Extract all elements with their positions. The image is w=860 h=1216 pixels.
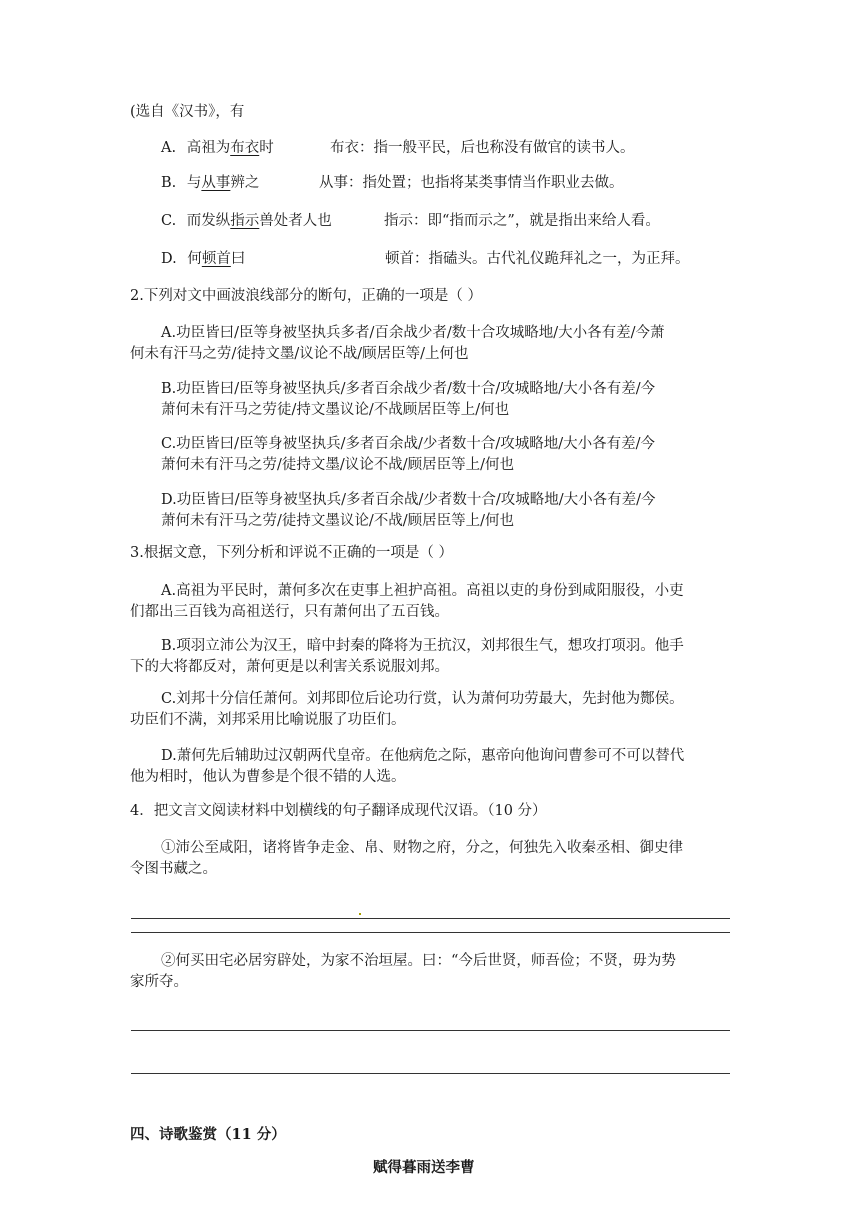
section-heading: 四、诗歌鉴赏（11 分） bbox=[130, 1126, 286, 1143]
option-pre: 高祖为 bbox=[186, 140, 231, 156]
q1-gloss-c: 指示：即“指而示之”，就是指出来给人看。 bbox=[384, 213, 660, 229]
q3-option-d-line2: 他为相时，他认为曹参是个很不错的人选。 bbox=[130, 769, 406, 785]
q2-option-c-line1: C.功臣皆曰/臣等身被坚执兵/多者百余战/少者数十合/攻城略地/大小各有差/今 bbox=[161, 436, 655, 452]
option-underlined-word: 顿首 bbox=[201, 251, 231, 267]
option-post: 时 bbox=[259, 140, 274, 156]
answer-line-2[interactable] bbox=[131, 932, 730, 933]
intro-text: (选自《汉书》，有 bbox=[130, 104, 245, 120]
q3-option-c-line1: C.刘邦十分信任萧何。刘邦即位后论功行赏，认为萧何功劳最大，先封他为酂侯。 bbox=[161, 691, 684, 707]
q2-option-b-line2: 萧何未有汗马之劳徒/持文墨议论/不战顾居臣等上/何也 bbox=[161, 402, 510, 418]
q4-sentence1-line1: ①沛公至咸阳，诸将皆争走金、帛、财物之府，分之，何独先入收秦丞相、御史律 bbox=[161, 840, 683, 856]
option-pre: 何 bbox=[187, 251, 202, 267]
option-label: A. bbox=[161, 140, 177, 156]
q2-option-d-line1: D.功臣皆曰/臣等身被坚执兵/多者百余战/少者数十合/攻城略地/大小各有差/今 bbox=[161, 492, 656, 508]
stray-mark bbox=[359, 913, 361, 915]
q2-stem: 2.下列对文中画波浪线部分的断句，正确的一项是（ ） bbox=[130, 288, 482, 304]
q1-gloss-a: 布衣：指一般平民，后也称没有做官的读书人。 bbox=[330, 140, 635, 156]
q1-option-b bbox=[161, 173, 259, 193]
q3-stem: 3.根据文意，下列分析和评说不正确的一项是（ ） bbox=[130, 545, 453, 561]
option-post: 曰 bbox=[230, 251, 246, 267]
q3-option-a-line2: 们都出三百钱为高祖送行，只有萧何出了五百钱。 bbox=[130, 604, 449, 620]
q1-option-a bbox=[161, 138, 274, 158]
q3-option-b-line1: B.项羽立沛公为汉王，暗中封秦的降将为王抗汉，刘邦很生气，想攻打项羽。他手 bbox=[161, 638, 684, 654]
q1-option-c bbox=[161, 211, 332, 231]
q2-option-d-line2: 萧何未有汗马之劳/徒持文墨议论/不战/顾居臣等上/何也 bbox=[161, 513, 515, 529]
q4-sentence2-line1: ②何买田宅必居穷辟处，为家不治垣屋。曰：“今后世贤，师吾俭；不贤，毋为势 bbox=[161, 953, 676, 969]
answer-line-1[interactable] bbox=[131, 918, 730, 919]
option-label: B. bbox=[161, 175, 177, 191]
option-pre: 与 bbox=[186, 175, 202, 191]
q3-option-c-line2: 功臣们不满，刘邦采用比喻说服了功臣们。 bbox=[130, 712, 406, 728]
option-post: 兽处者人也 bbox=[259, 213, 332, 229]
poem-title: 赋得暮雨送李曹 bbox=[373, 1159, 475, 1176]
q4-stem: 4．把文言文阅读材料中划横线的句子翻译成现代汉语。（10 分） bbox=[130, 803, 547, 819]
option-post: 辨之 bbox=[230, 175, 260, 191]
q1-option-d bbox=[161, 249, 245, 269]
q2-option-a-line1: A.功臣皆曰/臣等身被坚执兵多者/百余战少者/数十合攻城略地/大小各有差/今萧 bbox=[161, 325, 665, 341]
q3-option-b-line2: 下的大将都反对，萧何更是以利害关系说服刘邦。 bbox=[130, 659, 449, 675]
q2-option-b-line1: B.功臣皆曰/臣等身被坚执兵/多者百余战少者/数十合/攻城略地/大小各有差/今 bbox=[161, 381, 656, 397]
option-underlined-word: 指示 bbox=[230, 213, 260, 229]
q1-gloss-b: 从事：指处置；也指将某类事情当作职业去做。 bbox=[319, 175, 624, 191]
q3-option-d-line1: D.萧何先后辅助过汉朝两代皇帝。在他病危之际，惠帝向他询问曹参可不可以替代 bbox=[161, 748, 685, 764]
option-underlined-word: 从事 bbox=[201, 175, 231, 191]
answer-line-4[interactable] bbox=[131, 1073, 730, 1074]
q4-sentence1-line2: 令图书藏之。 bbox=[130, 861, 217, 877]
option-underlined-word: 布衣 bbox=[230, 140, 260, 156]
option-pre: 而发纵 bbox=[186, 213, 231, 229]
q4-sentence2-line2: 家所夺。 bbox=[130, 974, 188, 990]
q1-gloss-d: 顿首：指磕头。古代礼仪跪拜礼之一，为正拜。 bbox=[385, 251, 690, 267]
option-label: C. bbox=[161, 213, 177, 229]
answer-line-3[interactable] bbox=[131, 1030, 730, 1031]
q3-option-a-line1: A.高祖为平民时，萧何多次在吏事上袒护高祖。高祖以吏的身份到咸阳服役，小吏 bbox=[161, 583, 684, 599]
option-label: D. bbox=[161, 251, 177, 267]
q2-option-c-line2: 萧何未有汗马之劳/徒持文墨/议论不战/顾居臣等上/何也 bbox=[161, 457, 515, 473]
q2-option-a-line2: 何未有汗马之劳/徒持文墨/议论不战/顾居臣等/上何也 bbox=[130, 346, 469, 362]
